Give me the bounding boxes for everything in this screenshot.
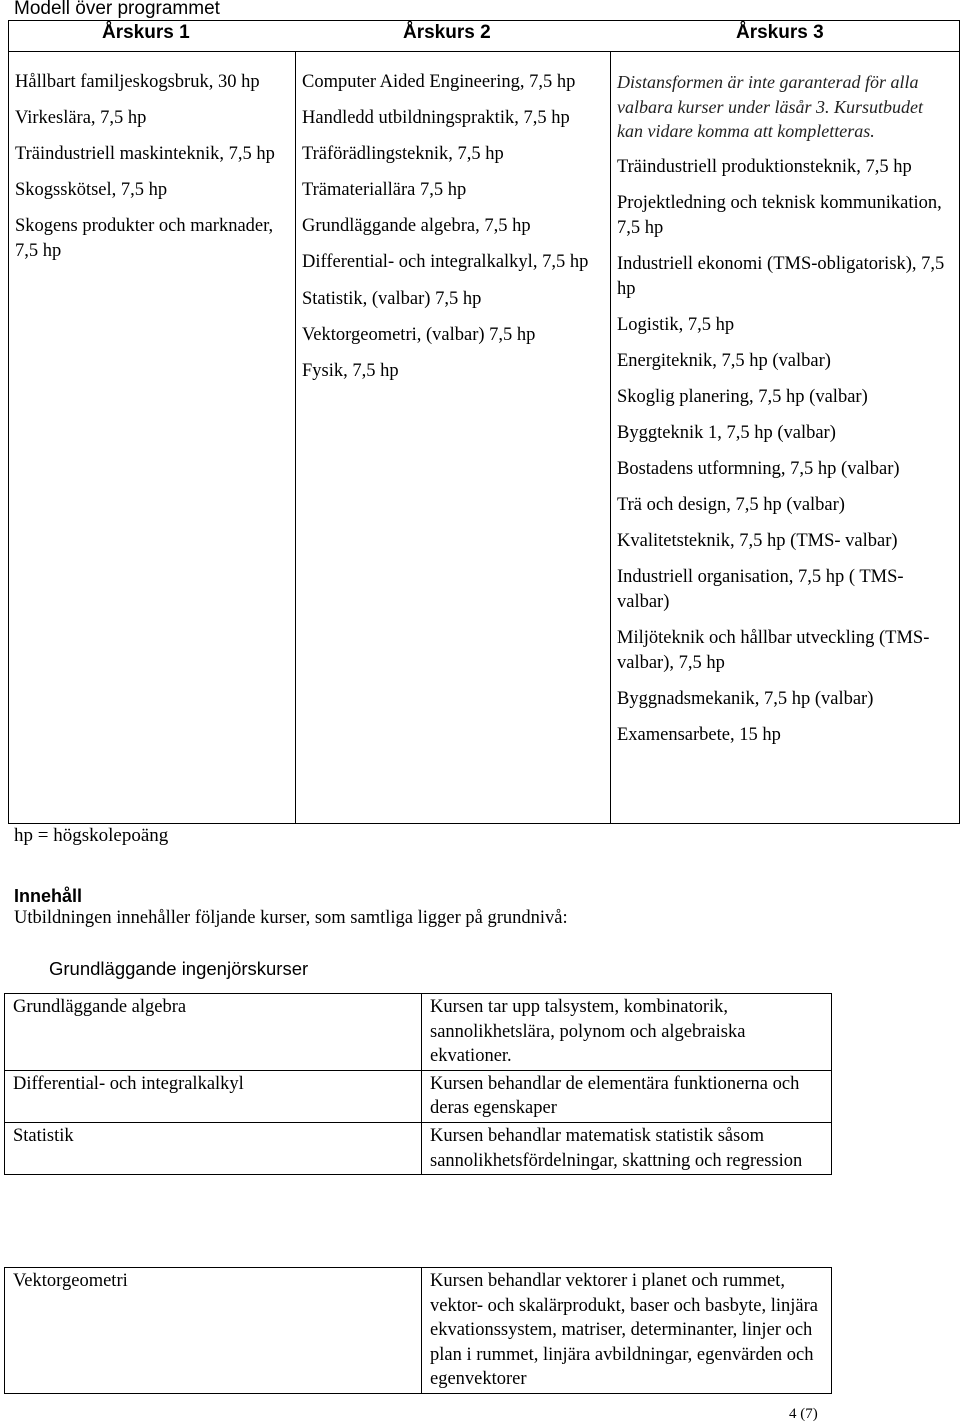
course-item: Byggnadsmekanik, 7,5 hp (valbar)	[617, 688, 874, 709]
course-item: Differential- och integralkalkyl, 7,5 hp	[302, 252, 589, 273]
course-item: Skoglig planering, 7,5 hp (valbar)	[617, 386, 868, 407]
course-item: Industriell organisation, 7,5 hp ( TMS-valbar)	[617, 567, 904, 612]
table-row	[5, 1268, 832, 1394]
course-description: Kursen behandlar matematisk statistik såsom sannolikhetsfördelningar, skattning och regression	[430, 1125, 803, 1171]
course-item: Virkeslära, 7,5 hp	[15, 108, 147, 129]
course-item: Miljöteknik och hållbar utveckling (TMS-valbar), 7,5 hp	[617, 628, 930, 673]
year3-header: Årskurs 3	[736, 22, 824, 43]
header-divider	[9, 51, 959, 52]
year1-header: Årskurs 1	[102, 22, 190, 43]
year2-course-list	[302, 70, 592, 395]
program-model-table	[8, 20, 960, 824]
course-name: Vektorgeometri	[5, 1268, 422, 1394]
course-description: Kursen behandlar de elementära funktionerna och deras egenskaper	[430, 1073, 800, 1119]
year3-course-list	[617, 70, 947, 759]
course-item: Trä och design, 7,5 hp (valbar)	[617, 495, 845, 516]
year3-note: Distansformen är inte garanterad för alla valbara kurser under läsår 3. Kursutbudet kan vidare komma att kompletteras.	[617, 72, 923, 142]
course-description: Kursen behandlar vektorer i planet och rummet, vektor- och skalärprodukt, baser och basbyte, linjära ekvationssystem, matriser, determinanter, linjer och plan i rummet, linjära avbildningar, egenvärden och egenvektorer	[430, 1271, 818, 1390]
course-description-table-2	[4, 1267, 832, 1394]
course-item: Fysik, 7,5 hp	[302, 360, 399, 381]
year2-header: Årskurs 2	[403, 22, 491, 43]
course-name: Statistik	[5, 1122, 422, 1174]
course-item: Träindustriell maskinteknik, 7,5 hp	[15, 144, 275, 165]
table-row	[5, 1070, 832, 1122]
course-item: Träindustriell produktionsteknik, 7,5 hp	[617, 157, 912, 178]
section-intro: Utbildningen innehåller följande kurser, som samtliga ligger på grundnivå:	[14, 908, 568, 928]
course-item: Projektledning och teknisk kommunikation, 7,5 hp	[617, 193, 942, 238]
page-number: 4 (7)	[789, 1406, 818, 1422]
course-item: Handledd utbildningspraktik, 7,5 hp	[302, 108, 570, 129]
course-item: Byggteknik 1, 7,5 hp (valbar)	[617, 423, 836, 444]
table-row	[5, 994, 832, 1071]
table-row	[5, 1122, 832, 1174]
year1-course-list	[15, 70, 277, 275]
column-divider-1	[295, 51, 296, 823]
course-item: Logistik, 7,5 hp	[617, 314, 735, 335]
course-item: Träförädlingsteknik, 7,5 hp	[302, 144, 504, 165]
course-item: Skogens produkter och marknader, 7,5 hp	[15, 216, 274, 261]
course-item: Examensarbete, 15 hp	[617, 724, 781, 745]
course-item: Computer Aided Engineering, 7,5 hp	[302, 72, 576, 92]
document-title: Modell över programmet	[14, 0, 220, 19]
column-divider-2	[610, 51, 611, 823]
course-item: Industriell ekonomi (TMS-obligatorisk), 7,5 hp	[617, 254, 945, 299]
course-item: Skogsskötsel, 7,5 hp	[15, 180, 168, 201]
course-item: Energiteknik, 7,5 hp (valbar)	[617, 350, 831, 371]
course-item: Statistik, (valbar) 7,5 hp	[302, 288, 482, 309]
course-description-table	[4, 993, 832, 1175]
course-name: Differential- och integralkalkyl	[5, 1070, 422, 1122]
course-item: Kvalitetsteknik, 7,5 hp (TMS- valbar)	[617, 531, 898, 552]
section-heading: Innehåll	[14, 886, 83, 906]
course-group-heading: Grundläggande ingenjörskurser	[49, 958, 309, 979]
course-item: Grundläggande algebra, 7,5 hp	[302, 216, 531, 237]
course-item: Hållbart familjeskogsbruk, 30 hp	[15, 72, 260, 92]
course-name: Grundläggande algebra	[5, 994, 422, 1071]
abbreviation-note: hp = högskolepoäng	[14, 825, 169, 846]
course-item: Vektorgeometri, (valbar) 7,5 hp	[302, 324, 536, 345]
course-description: Kursen tar upp talsystem, kombinatorik, sannolikhetslära, polynom och algebraiska ekvationer.	[430, 997, 746, 1067]
course-item: Bostadens utformning, 7,5 hp (valbar)	[617, 459, 900, 480]
course-item: Trämateriallära 7,5 hp	[302, 180, 467, 201]
